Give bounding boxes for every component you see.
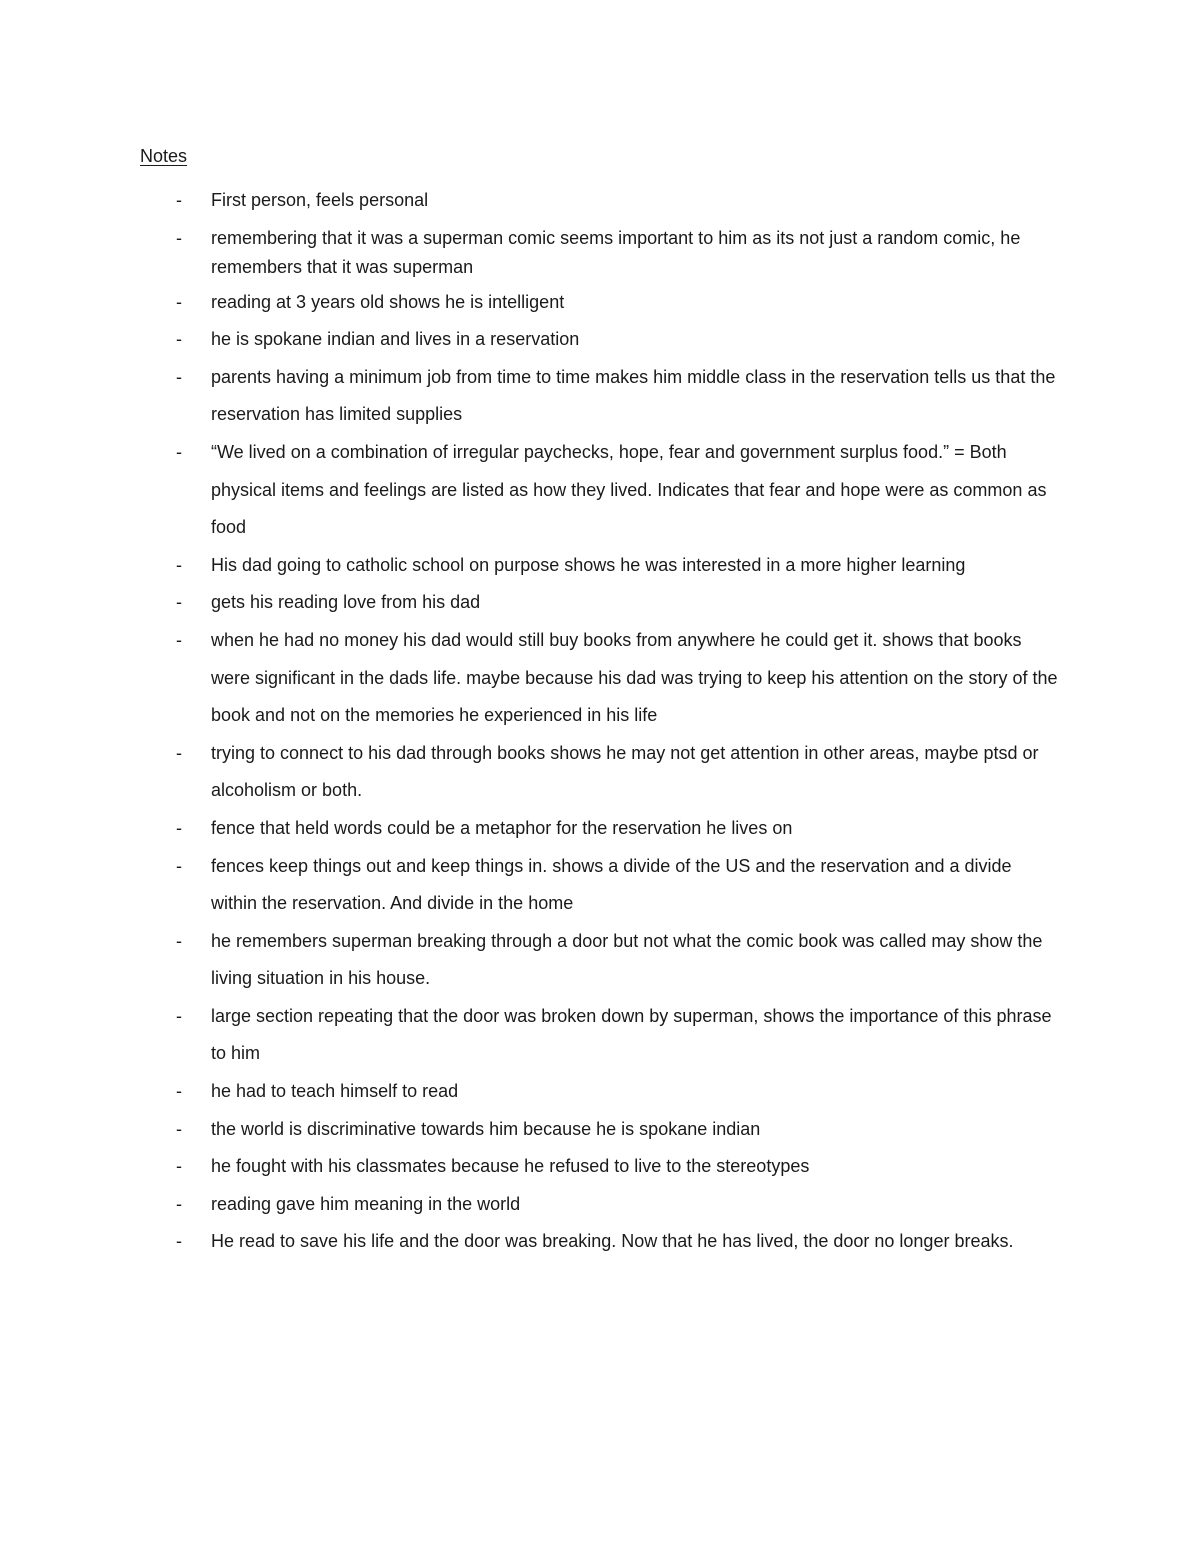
- list-item: [0, 810, 1200, 848]
- note-text: His dad going to catholic school on purpose shows he was interested in a more higher learning: [211, 554, 966, 575]
- bullet-dash: -: [176, 855, 182, 876]
- bullet-dash: -: [176, 190, 182, 210]
- note-text: remembering that it was a superman comic seems important to him as its not just a random comic, he remembers that it was superman: [211, 227, 1021, 277]
- bullet-dash: -: [176, 291, 182, 312]
- list-item: [0, 1073, 1200, 1111]
- bullet-dash: -: [176, 227, 182, 248]
- bullet-dash: -: [176, 742, 182, 763]
- bullet-dash: -: [176, 1005, 182, 1026]
- list-item: [0, 182, 1200, 220]
- list-item: [0, 547, 1200, 585]
- list-item: [0, 1223, 1200, 1261]
- note-text: large section repeating that the door was broken down by superman, shows the importance of this phrase to him: [211, 1005, 1052, 1064]
- note-text: trying to connect to his dad through books shows he may not get attention in other areas, maybe ptsd or alcoholism or both.: [211, 742, 1039, 801]
- bullet-dash: -: [176, 1081, 182, 1102]
- list-item: [0, 321, 1200, 359]
- bullet-dash: -: [176, 329, 182, 350]
- bullet-dash: -: [176, 1156, 182, 1177]
- note-text: gets his reading love from his dad: [211, 592, 481, 613]
- note-text: reading gave him meaning in the world: [211, 1193, 521, 1214]
- bullet-dash: -: [176, 592, 182, 613]
- list-item: [0, 434, 1200, 547]
- bullet-dash: -: [176, 554, 182, 575]
- list-item: [0, 284, 1200, 322]
- list-item: [0, 998, 1200, 1073]
- list-item: [0, 1186, 1200, 1224]
- list-item: [0, 220, 1200, 284]
- list-item: [0, 359, 1200, 434]
- list-item: [0, 735, 1200, 810]
- bullet-dash: -: [176, 930, 182, 951]
- list-item: [0, 923, 1200, 998]
- note-text: he remembers superman breaking through a door but not what the comic book was called may show the living situation in his house.: [211, 930, 1043, 989]
- bullet-dash: -: [176, 1193, 182, 1214]
- note-text: reading at 3 years old shows he is intelligent: [211, 291, 565, 312]
- bullet-dash: -: [176, 366, 182, 387]
- notes-list: [0, 182, 1200, 1261]
- list-item: [0, 1148, 1200, 1186]
- list-item: [0, 622, 1200, 735]
- bullet-dash: -: [176, 441, 182, 462]
- note-text: the world is discriminative towards him because he is spokane indian: [211, 1118, 761, 1139]
- note-text: he is spokane indian and lives in a reservation: [211, 329, 580, 350]
- note-text: he fought with his classmates because he refused to live to the stereotypes: [211, 1156, 810, 1177]
- note-text: First person, feels personal: [211, 190, 429, 210]
- list-item: [0, 584, 1200, 622]
- bullet-dash: -: [176, 1118, 182, 1139]
- note-text: fence that held words could be a metaphor for the reservation he lives on: [211, 817, 793, 838]
- bullet-dash: -: [176, 629, 182, 650]
- bullet-dash: -: [176, 1231, 182, 1252]
- note-text: “We lived on a combination of irregular paychecks, hope, fear and government surplus food.” = Both physical items and feelings are listed as how they lived. Indicates that fear and hope were as common as food: [211, 441, 1047, 538]
- note-text: parents having a minimum job from time to time makes him middle class in the reservation tells us that the reservation has limited supplies: [211, 366, 1056, 425]
- note-text: when he had no money his dad would still buy books from anywhere he could get it. shows that books were significant in the dads life. maybe because his dad was trying to keep his attention on the story of the book and not on the memories he experienced in his life: [211, 629, 1058, 726]
- list-item: [0, 1111, 1200, 1149]
- note-text: He read to save his life and the door was breaking. Now that he has lived, the door no longer breaks.: [211, 1231, 1014, 1252]
- note-text: he had to teach himself to read: [211, 1081, 459, 1102]
- bullet-dash: -: [176, 817, 182, 838]
- page-title: Notes: [140, 146, 188, 166]
- list-item: [0, 848, 1200, 923]
- note-text: fences keep things out and keep things in. shows a divide of the US and the reservation and a divide within the reservation. And divide in the home: [211, 855, 1012, 914]
